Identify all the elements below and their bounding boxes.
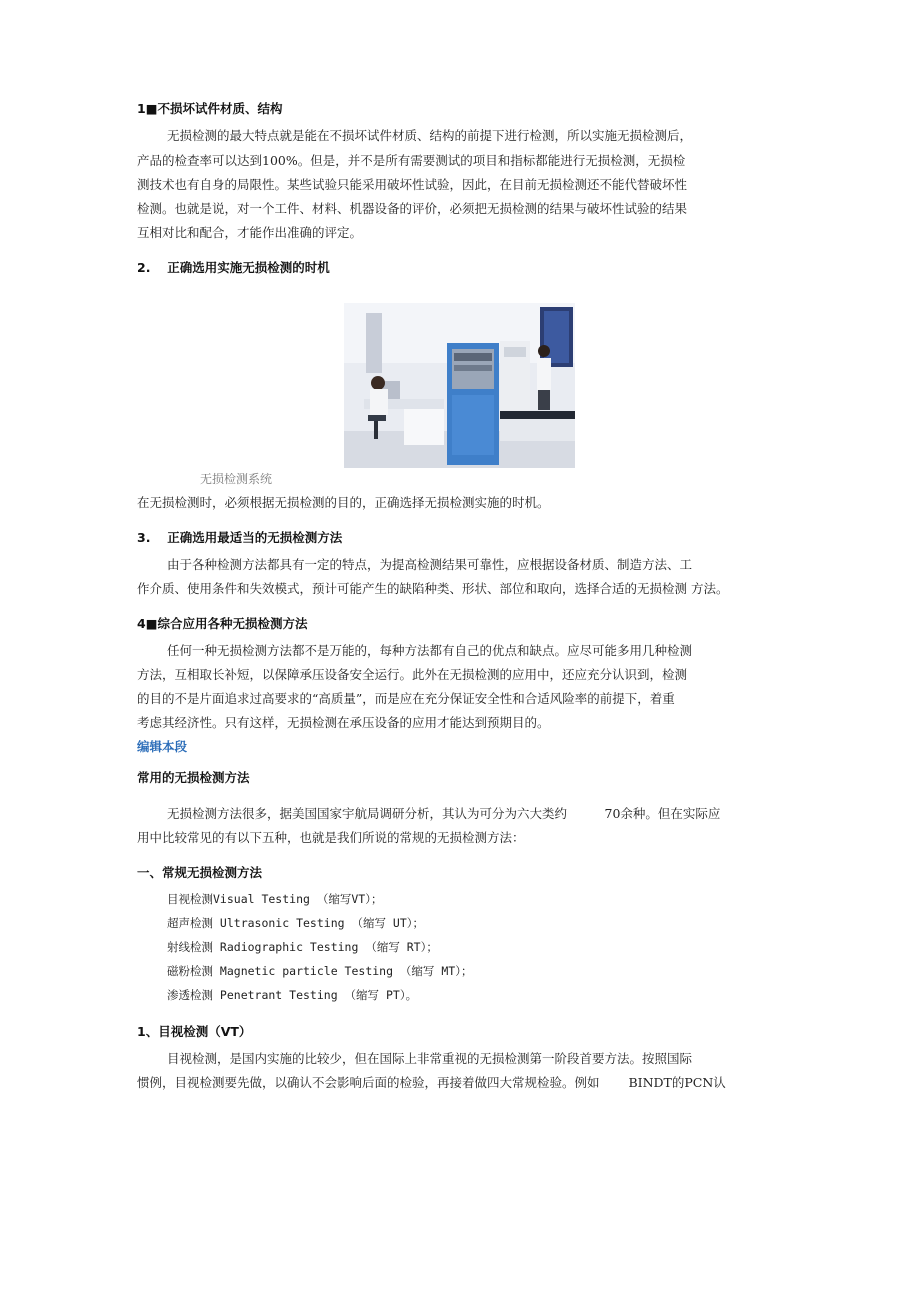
method-ut: 超声检测 Ultrasonic Testing （缩写 UT）；: [167, 916, 424, 930]
s1-line-1: 无损检测的最大特点就是能在不损坏试件材质、结构的前提下进行检测，所以实施无损检测后，: [167, 128, 693, 143]
section-2-heading: 2. 正确选用实施无损检测的时机: [137, 260, 330, 275]
method-vt: 目视检测Visual Testing （缩写VT）；: [167, 892, 383, 906]
common-line-1: 无损检测方法很多，据美国国家宇航局调研分析，其认为可分为六大类约 70余种。但在实际应: [167, 806, 721, 821]
vt-line-1: 目视检测，是国内实施的比较少，但在国际上非常重视的无损检测第一阶段首要方法。按照国际: [167, 1051, 693, 1066]
s1-line-2: 产品的检查率可以达到100%。但是，并不是所有需要测试的项目和指标都能进行无损检测，无损检: [137, 153, 686, 168]
s4-line-1: 任何一种无损检测方法都不是万能的，每种方法都有自己的优点和缺点。应尽可能多用几种检测: [167, 643, 693, 658]
s4-line-3: 的目的不是片面追求过高要求的“高质量”，而是应在充分保证安全性和合适风险率的前提下，着重: [137, 691, 675, 706]
section-4-heading: 4■综合应用各种无损检测方法: [137, 616, 308, 631]
s1-line-4: 检测。也就是说，对一个工件、材料、机器设备的评价，必须把无损检测的结果与破坏性试验的结果: [137, 201, 688, 216]
common-methods-heading: 常用的无损检测方法: [137, 770, 250, 785]
ndt-system-photo: [344, 303, 575, 468]
s1-line-5: 互相对比和配合，才能作出准确的评定。: [137, 225, 363, 240]
visual-testing-heading: 1、目视检测（VT）: [137, 1024, 252, 1039]
common-line-2: 用中比较常见的有以下五种，也就是我们所说的常规的无损检测方法：: [137, 830, 525, 845]
method-mt: 磁粉检测 Magnetic particle Testing （缩写 MT）；: [167, 964, 473, 978]
s4-line-2: 方法，互相取长补短，以保障承压设备安全运行。此外在无损检测的应用中，还应充分认识到，检测: [137, 667, 688, 682]
photo-caption: 无损检测系统: [200, 472, 273, 486]
method-pt: 渗透检测 Penetrant Testing （缩写 PT）。: [167, 988, 418, 1002]
s2-line: 在无损检测时，必须根据无损检测的目的，正确选择无损检测实施的时机。: [137, 495, 550, 510]
conventional-methods-heading: 一、常规无损检测方法: [137, 865, 263, 880]
edit-section-link[interactable]: 编辑本段: [137, 739, 188, 754]
s1-line-3: 测技术也有自身的局限性。某些试验只能采用破坏性试验，因此，在目前无损检测还不能代替破坏性: [137, 177, 688, 192]
vt-line-2: 惯例，目视检测要先做，以确认不会影响后面的检验，再接着做四大常规检验。例如 BINDT的PCN认: [137, 1075, 726, 1090]
s3-line-2: 作介质、使用条件和失效模式，预计可能产生的缺陷种类、形状、部位和取向，选择合适的无损检测 方法。: [137, 581, 729, 596]
s3-line-1: 由于各种检测方法都具有一定的特点，为提高检测结果可靠性，应根据设备材质、制造方法、工: [167, 557, 693, 572]
section-3-heading: 3. 正确选用最适当的无损检测方法: [137, 530, 343, 545]
method-rt: 射线检测 Radiographic Testing （缩写 RT）；: [167, 940, 438, 954]
s4-line-4: 考虑其经济性。只有这样，无损检测在承压设备的应用才能达到预期目的。: [137, 715, 550, 730]
section-1-heading: 1■不损坏试件材质、结构: [137, 101, 283, 116]
